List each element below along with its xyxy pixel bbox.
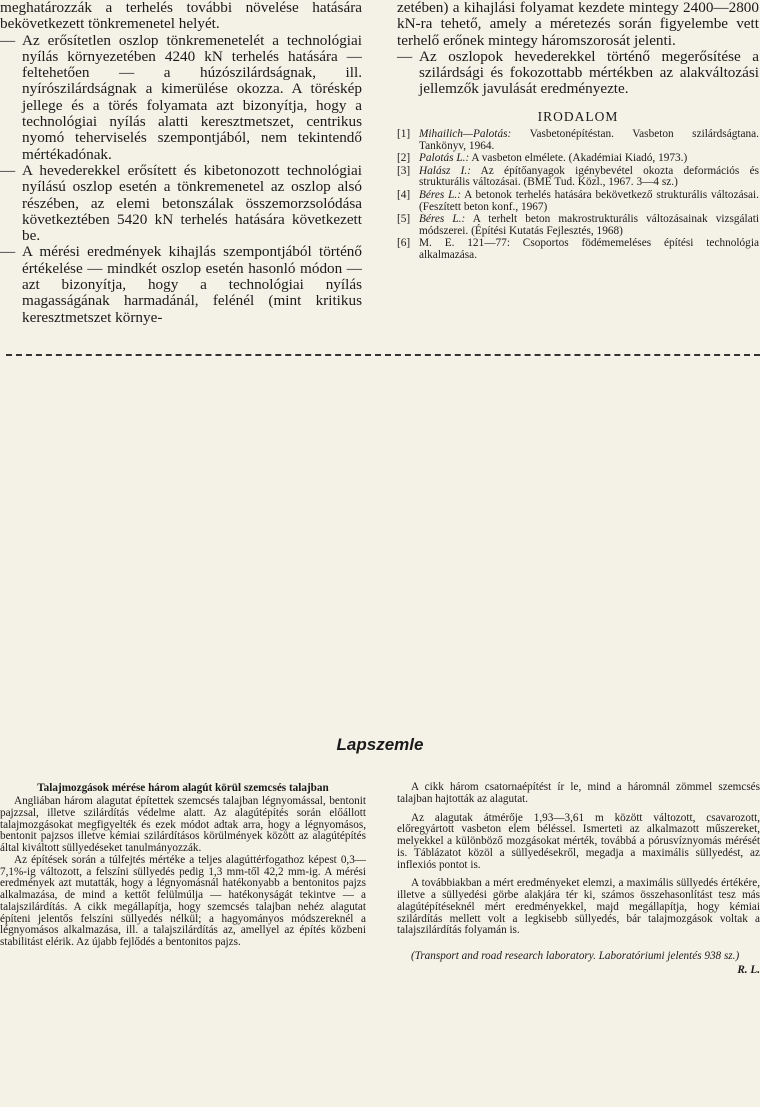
reference-item	[397, 153, 759, 165]
article-paragraph: Angliában három alagutat építettek szemcsés talajban légnyomással, bentonit pajzzsal, illetve szilárdítás védelme alatt. Az alagútépítés során előállott talajmozgásokat megfigyelték és ezek módot adtak arra, hogy a légnyomásos, bentonit pajzsos illetve kémiai szilárdításos körülmények között az alagútépítés által kiváltott süllyedéseket tanulmányozzák.	[0, 795, 366, 854]
article-source: (Transport and road research laboratory. Laboratóriumi jelentés 938 sz.)	[411, 950, 740, 962]
top-left-column	[0, 0, 362, 326]
references-heading: IRODALOM	[537, 108, 619, 124]
reference-author: Palotás L.:	[419, 152, 470, 165]
dash-marker: —	[397, 47, 413, 65]
reference-item	[397, 190, 759, 213]
lead-paragraph: meghatározzák a terhelés további növelése hatására bekövetkezett tönkremenetel helyét.	[0, 0, 362, 33]
reference-author: Béres L.:	[419, 189, 461, 202]
article-paragraph: Az építések során a túlfejtés mértéke a teljes alagúttérfogathoz képest 0,3—7,1%-ig változott, a felszíni süllyedés pedig 1,3 mm-től 42,2 mm-ig. A mérési eredmények azt mutatták, hogy a légnyomásnál hatékonyabb a bentonitos pajzs alkalmazása, de mind a kettőt felülmúlja — hatékonyságát tekintve — a talajszilárdítás. A cikk megállapítja, hogy szemcsés talajban nehéz alagutat építeni jelentős felszíni süllyedés nélkül; a hagyományos módszereknél a légnyomásos alkalmazása, ill. a talajszilárdítás az, amellyel az építés közbeni stabilitást elérik. Az újabb fejlődés a bentonitos pajzs.	[0, 853, 366, 948]
section-title: Lapszemle	[336, 735, 424, 754]
reference-title: A vasbeton elmélete. (Akadémiai Kiadó, 1973.)	[469, 152, 688, 165]
reference-text	[419, 238, 759, 261]
dash-marker: —	[0, 161, 16, 179]
article-paragraph: A továbbiakban a mért eredményeket elemzi, a maximális süllyedés értékére, illetve a süllyedési görbe alakjára tér ki, számos összehasonlítást tesz más alagútépítéseknél mért eredményekkel, majd megállapítja, hogy kémiai szilárdítás mellett volt a legkisebb süllyedés, bár talajmozgások voltak a talajszilárdítás folyamán is.	[397, 877, 760, 937]
dash-marker: —	[0, 31, 16, 49]
reference-author: Béres L.:	[419, 213, 466, 226]
bullet-text: A hevederekkel erősített és kibetonozott technológiai nyílású oszlop esetén a tönkremenetel az oszlop alsó részében, az elemi betonszálak összemorzsolódása következtében 5420 kN terhelés hatására következett be.	[22, 161, 362, 245]
bullet-item	[0, 244, 362, 325]
article-paragraph: Az alagutak átmérője 1,93—3,61 m között változott, csavarozott, előregyártott vasbeton elem béléssel. Ismerteti az alkalmazott műszereket, melyekkel a különböző mozgásokat mérték, továbbá a pórusvíznyomás mérését is. Táblázatot közöl a süllyedésekről, megadja a maximális süllyedést, az inflexiós pontot is.	[397, 811, 760, 871]
bullet-text: Az erősítetlen oszlop tönkremenetelét a technológiai nyílás környezetében 4240 kN terhelés hatására — feltehetően — a húzószilárdságnak, ill. nyírószilárdságnak a kimerülése okozza. A töréskép jellege és a törés folyamata azt bizonyítja, hogy a technológiai nyílás alatti keresztmetszet, centrikus nyomó teherviselés szempontjából, nem tekintendő mértékadónak.	[22, 31, 362, 163]
reference-item	[397, 214, 759, 237]
reference-title: A betonok terhelés hatására bekövetkező strukturális változásai. (Feszített beton konf., 1967)	[419, 189, 759, 213]
reference-number: [6]	[397, 237, 411, 250]
article-right-column	[397, 782, 760, 977]
reference-text	[419, 166, 759, 189]
article-left-column	[0, 782, 366, 949]
article-signature: R. L.	[737, 963, 760, 976]
reference-author: Halász I.:	[419, 164, 471, 177]
reference-number: [2]	[397, 152, 411, 165]
reference-number: [3]	[397, 164, 411, 177]
reference-text	[419, 190, 759, 213]
reference-title: Vasbetonépítéstan. Vasbeton szilárdságtana. Tankönyv, 1964.	[419, 128, 759, 152]
bullet-text: A mérési eredmények kihajlás szempontjából történő értékelése — mindkét oszlop esetén hasonló módon — azt bizonyítja, hogy a technológiai nyílás magasságának harmadánál, felénél (mint kritikus keresztmetszet környe-	[22, 243, 362, 326]
reference-title: M. E. 121—77: Csoportos födémemeléses építési technológia alkalmazása.	[419, 237, 759, 262]
bullet-item	[397, 49, 759, 98]
reference-number: [4]	[397, 189, 411, 202]
reference-number: [5]	[397, 213, 411, 226]
reference-title: Az építőanyagok igénybevétel okozta deformációs és strukturális változásai. (BME Tud. Közl., 1967. 3—4 sz.)	[419, 164, 759, 189]
reference-text	[419, 214, 759, 237]
reference-item	[397, 129, 759, 152]
section-divider	[6, 354, 760, 356]
bullet-item	[0, 163, 362, 244]
reference-item	[397, 166, 759, 189]
reference-title: A terhelt beton makrostrukturális változásainak vizsgálati módszerei. (Építési Kutatás Fejlesztés, 1968)	[419, 213, 759, 237]
bullet-text: Az oszlopok hevederekkel történő megerősítése a szilárdsági és fokozottabb mértékben az alakváltozási jellemzők javulását eredményezte.	[419, 47, 759, 98]
reference-number: [1]	[397, 128, 411, 141]
dash-marker: —	[0, 243, 16, 261]
article-paragraph: A cikk három csatornaépítést ír le, mind a háromnál zömmel szemcsés talajban hajtották az alagutat.	[397, 781, 760, 805]
reference-text	[419, 129, 759, 152]
reference-author: Mihailich—Palotás:	[419, 128, 512, 141]
continuation-paragraph: zetében) a kihajlási folyamat kezdete mintegy 2400—2800 kN-ra tehető, amely a méretezés során figyelembe vett terhelő erőnek mintegy háromszorosát jelenti.	[397, 0, 759, 49]
article-title: Talajmozgások mérése három alagút körül szemcsés talajban	[37, 782, 329, 794]
top-right-column	[397, 0, 759, 263]
reference-text	[419, 153, 759, 165]
bullet-item	[0, 33, 362, 163]
reference-item	[397, 238, 759, 261]
